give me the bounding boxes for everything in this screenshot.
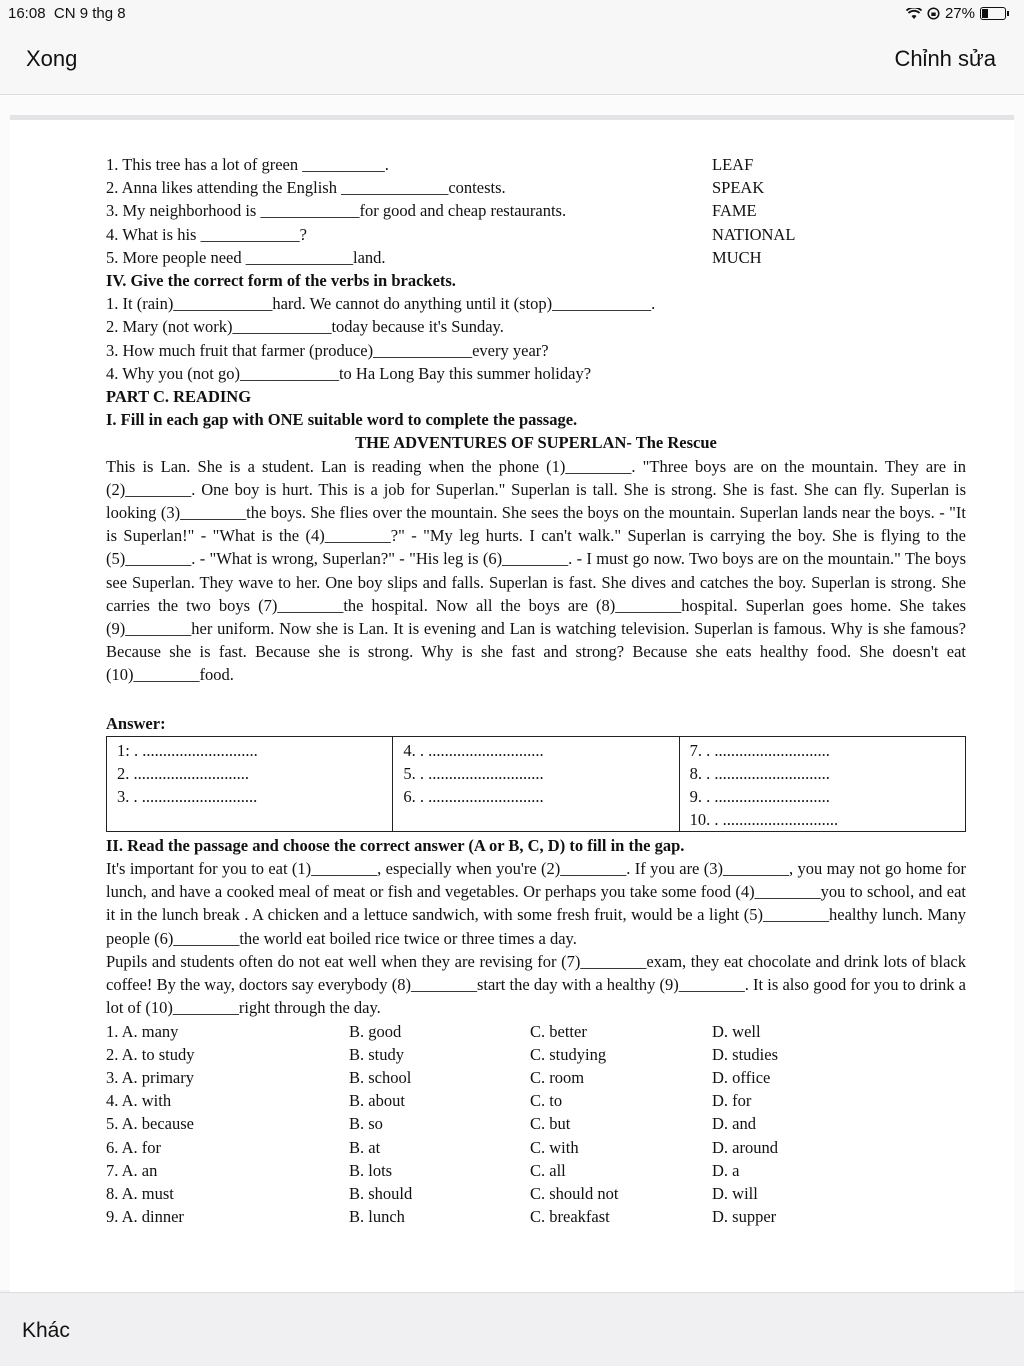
part-c-heading: PART C. READING [106, 387, 252, 407]
word-form-item [106, 246, 966, 269]
option-cell: D. will [712, 1183, 758, 1203]
option-cell: C. all [530, 1160, 566, 1180]
battery-icon [980, 7, 1006, 20]
word-form-question: 3. My neighborhood is ____________for good and cheap restaurants. [106, 201, 567, 221]
word-form-question: 2. Anna likes attending the English _____________contests. [106, 178, 506, 198]
word-form-root: SPEAK [712, 178, 765, 198]
option-cell: D. around [712, 1137, 778, 1157]
battery-percent: 27% [944, 5, 975, 22]
word-form-section [106, 153, 966, 269]
word-form-root: LEAF [712, 155, 754, 174]
answer-column [393, 736, 679, 831]
status-bar [0, 0, 1024, 28]
answer-blank: 10. . ............................ [689, 809, 839, 829]
answer-blank: 6. . ............................ [403, 786, 544, 806]
answer-blank: 2. ............................ [117, 763, 249, 783]
document-content [106, 153, 966, 1228]
option-cell: D. supper [712, 1207, 777, 1227]
option-cell: C. studying [530, 1044, 607, 1064]
verbs-heading: IV. Give the correct form of the verbs in brackets. [106, 271, 456, 291]
passage-paragraph-2: Pupils and students often do not eat well when they are revising for (7)________exam, they eat chocolate and drink lots of black coffee! By the way, doctors say everybody (8)________start the day with a healthy (9)________. It is also good for you to drink a lot of (10)________right through the day. [106, 951, 966, 1018]
answer-blank: 4. . ............................ [403, 740, 544, 760]
option-cell: 1. A. many [106, 1021, 179, 1041]
word-form-question: 4. What is his ____________? [106, 224, 307, 244]
option-cell: D. a [712, 1160, 740, 1180]
option-cell: D. for [712, 1091, 752, 1111]
option-cell: 2. A. to study [106, 1044, 195, 1064]
answer-blank: 7. . ............................ [689, 740, 830, 760]
option-cell: C. should not [530, 1183, 619, 1203]
option-cell: C. room [530, 1067, 585, 1087]
option-cell: 3. A. primary [106, 1067, 194, 1087]
word-form-root: NATIONAL [712, 224, 796, 244]
verbs-section [106, 292, 966, 385]
answer-blank: 8. . ............................ [689, 763, 830, 783]
word-form-item [106, 176, 966, 199]
status-time-date: 16:08 CN 9 thg 8 [8, 5, 126, 22]
answer-table [106, 736, 966, 832]
bottom-bar [0, 1292, 1024, 1366]
answer-blank: 1: . ............................ [117, 740, 258, 760]
option-cell: B. lunch [349, 1207, 405, 1227]
option-cell: D. office [712, 1067, 771, 1087]
option-cell: 6. A. for [106, 1137, 161, 1157]
option-cell: B. study [349, 1044, 405, 1064]
option-cell: D. studies [712, 1044, 778, 1064]
option-cell: C. to [530, 1091, 563, 1111]
option-cell: B. so [349, 1114, 383, 1134]
option-cell: B. lots [349, 1160, 393, 1180]
answer-options [106, 1020, 966, 1229]
option-cell: B. about [349, 1091, 405, 1111]
word-form-root: FAME [712, 201, 757, 221]
story-title: THE ADVENTURES OF SUPERLAN- The Rescue [355, 433, 717, 453]
option-cell: C. breakfast [530, 1207, 610, 1227]
option-cell: B. school [349, 1067, 412, 1087]
option-cell: B. at [349, 1137, 381, 1157]
option-cell: C. with [530, 1137, 579, 1157]
read-choose-heading: II. Read the passage and choose the correct answer (A or B, C, D) to fill in the gap. [106, 835, 685, 855]
option-cell: C. better [530, 1021, 587, 1041]
document-viewer[interactable] [0, 95, 1024, 1290]
status-right [906, 5, 1006, 22]
verb-item: 1. It (rain)____________hard. We cannot do anything until it (stop)____________. [106, 294, 656, 314]
answer-blank: 5. . ............................ [403, 763, 544, 783]
answer-row [107, 736, 966, 831]
verb-item: 2. Mary (not work)____________today because it's Sunday. [106, 317, 504, 337]
option-cell: D. well [712, 1021, 761, 1041]
more-button[interactable]: Khác [22, 1319, 70, 1342]
option-cell: D. and [712, 1114, 756, 1134]
option-cell: 4. A. with [106, 1091, 172, 1111]
option-cell: 7. A. an [106, 1160, 158, 1180]
word-form-question: 1. This tree has a lot of green __________. [106, 155, 389, 174]
option-cell: B. good [349, 1021, 402, 1041]
word-form-root: MUCH [712, 247, 762, 267]
done-button[interactable]: Xong [26, 46, 78, 71]
word-form-question: 5. More people need _____________land. [106, 247, 386, 267]
answer-column [679, 736, 965, 831]
verb-item: 3. How much fruit that farmer (produce)____________every year? [106, 340, 549, 360]
wifi-icon [906, 8, 922, 20]
answer-column [107, 736, 393, 831]
nav-bar [0, 28, 1024, 95]
story-passage: This is Lan. She is a student. Lan is reading when the phone (1)________. "Three boys are on the mountain. They are in (2)________. One boy is hurt. This is a job for Superlan." Superlan is tall. She is strong. She is fast. She can fly. Superlan is looking (3)________the boys. She flies over the mountain. She sees the boys on the mountain. Superlan lands near the boys. - "It is Superlan!" - "What is the (4)________?" - "My leg hurts. I can't walk." Superlan is carrying the boy. She is flying to the (5)________. - "What is wrong, Superlan?" - "His leg is (6)________. - I must go now. Two boys are on the mountain." The boys see Superlan. They wave to her. One boy slips and falls. Superlan is fast. She dives and catches the boy. Superlan is strong. She carries the two boys (7)________the hospital. Now all the boys are (8)________hospital. Superlan goes home. She takes (9)________her uniform. Now she is Lan. It is evening and Lan is watching television. Superlan is famous. Why is she famous? Because she is fast. Because she is strong. Why is she fast and strong? Because she eats healthy food. She doesn't eat (10)________food. [106, 456, 966, 685]
option-cell: C. but [530, 1114, 571, 1134]
verb-item: 4. Why you (not go)____________to Ha Long Bay this summer holiday? [106, 363, 592, 383]
answer-blank: 3. . ............................ [117, 786, 258, 806]
lock-rotation-icon [927, 7, 940, 20]
option-cell: 9. A. dinner [106, 1207, 184, 1227]
word-form-item [106, 153, 966, 176]
word-form-item [106, 223, 966, 246]
fill-gap-heading: I. Fill in each gap with ONE suitable word to complete the passage. [106, 410, 578, 430]
passage-paragraph-1: It's important for you to eat (1)________, especially when you're (2)________. If you are (3)________, you may not go home for lunch, and have a cooked meal of meat or fish and vegetables. Or perhaps you take some food (4)________you to school, and eat it in the lunch break . A chicken and a lettuce sandwich, with some fresh fruit, would be a light (5)________healthy lunch. Many people (6)________the world eat boiled rice twice or three times a day. [106, 859, 966, 948]
edit-button[interactable]: Chỉnh sửa [894, 46, 996, 71]
option-cell: 5. A. because [106, 1114, 194, 1134]
document-page [10, 115, 1014, 1300]
answer-blank: 9. . ............................ [689, 786, 830, 806]
option-cell: B. should [349, 1183, 413, 1203]
word-form-item [106, 199, 966, 222]
answer-heading: Answer: [106, 713, 166, 733]
option-cell: 8. A. must [106, 1183, 174, 1203]
